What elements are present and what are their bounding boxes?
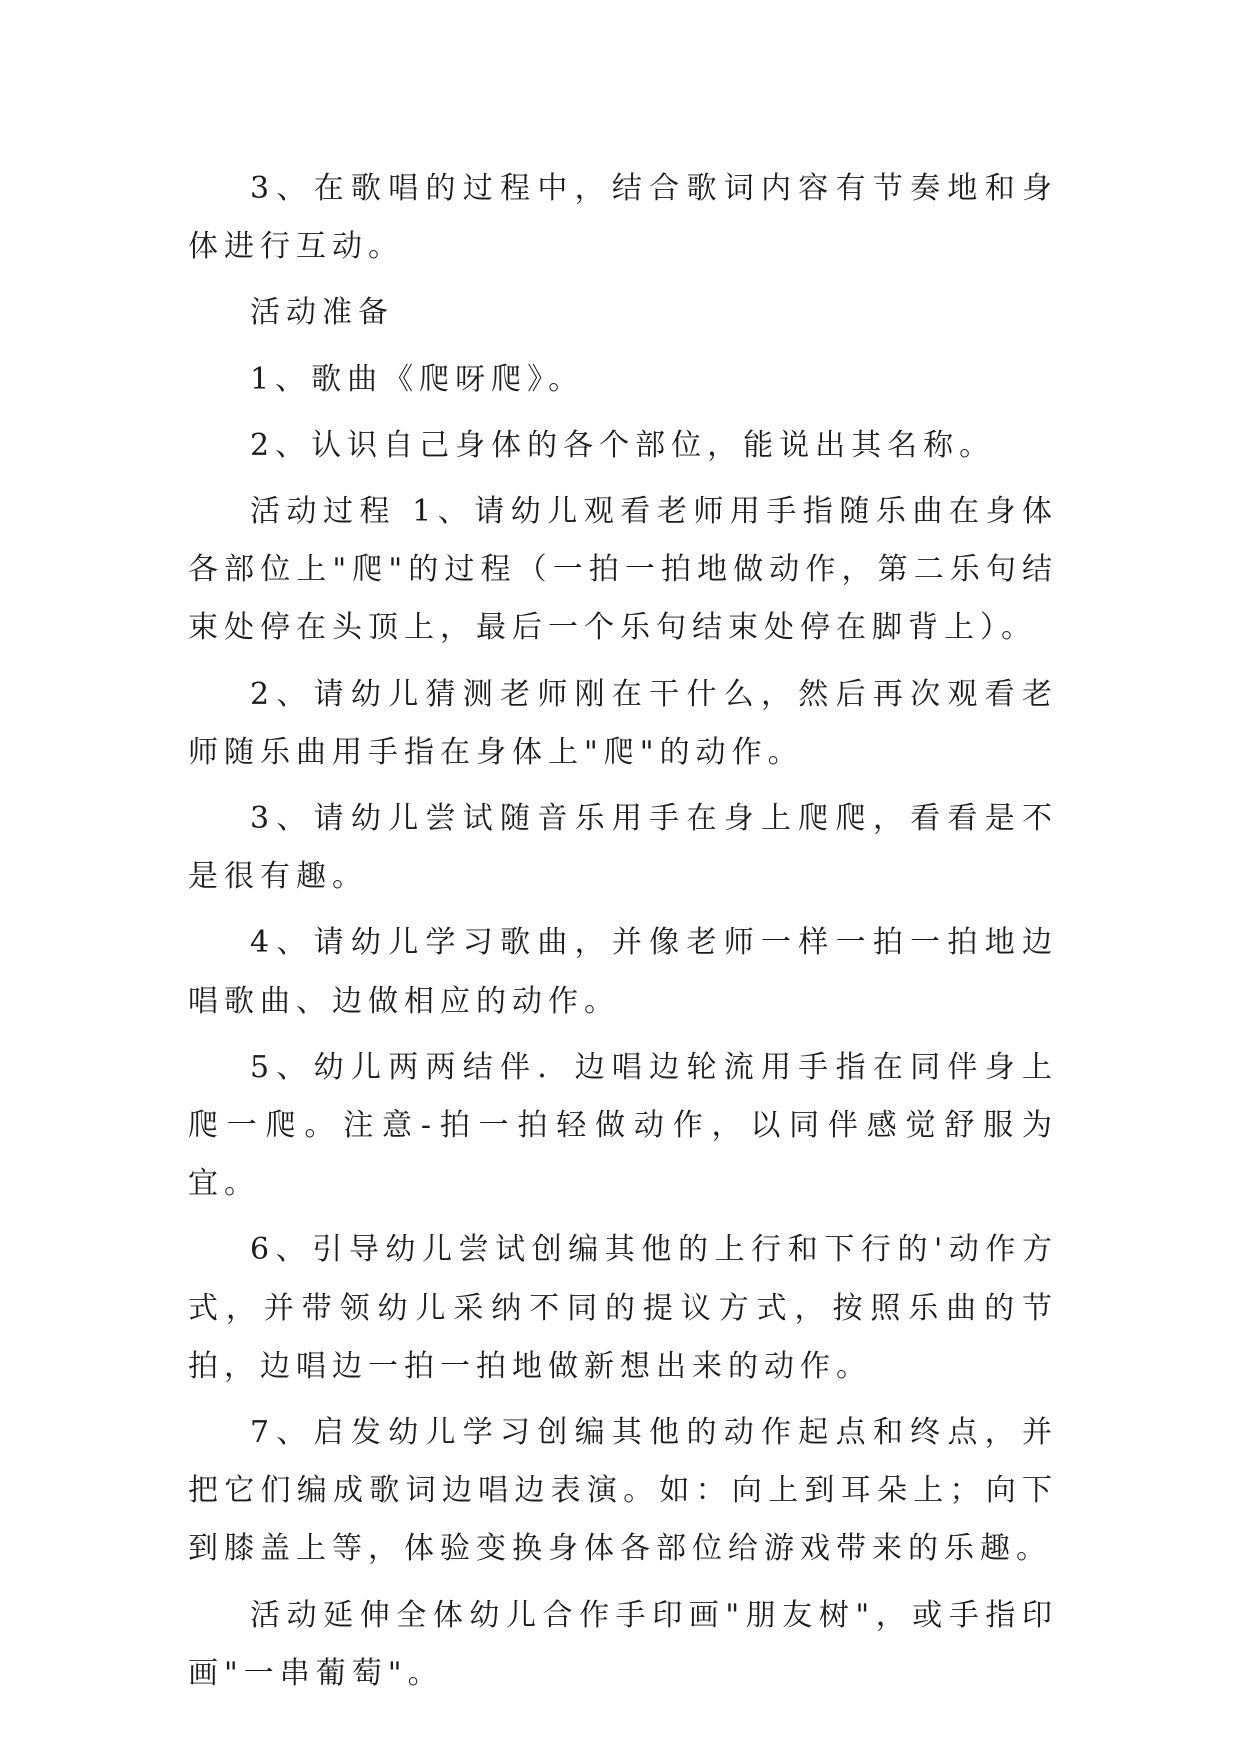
paragraph-process-5: 5、幼儿两两结伴．边唱边轮流用手指在同伴身上爬一爬。注意-拍一拍轻做动作，以同伴感觉舒服为宜。: [188, 1049, 1058, 1202]
paragraph-process-2: 2、请幼儿猜测老师刚在干什么，然后再次观看老师随乐曲用手指在身体上"爬"的动作。: [188, 676, 1058, 770]
paragraph-extension: 活动延伸全体幼儿合作手印画"朋友树"，或手指印画"一串葡萄"。: [188, 1597, 1058, 1691]
paragraph-prep-2: 2、认识自己身体的各个部位，能说出其名称。: [250, 427, 996, 463]
paragraph-prep-1: 1、歌曲《爬呀爬》。: [250, 361, 585, 397]
heading-activity-preparation: 活动准备: [250, 295, 394, 331]
document-body: [188, 160, 1058, 1711]
paragraph-process-3: 3、请幼儿尝试随音乐用手在身上爬爬，看看是不是很有趣。: [188, 801, 1058, 895]
paragraph-goal-3: 3、在歌唱的过程中，结合歌词内容有节奏地和身体进行互动。: [188, 171, 1058, 265]
paragraph-process-6: 6、引导幼儿尝试创编其他的上行和下行的'动作方式，并带领幼儿采纳不同的提议方式，按照乐曲的节拍，边唱边一拍一拍地做新想出来的动作。: [188, 1232, 1058, 1384]
paragraph-process-7: 7、启发幼儿学习创编其他的动作起点和终点，并把它们编成歌词边唱边表演。如：向上到耳朵上；向下到膝盖上等，体验变换身体各部位给游戏带来的乐趣。: [188, 1415, 1058, 1567]
paragraph-process-1: 活动过程 1、请幼儿观看老师用手指随乐曲在身体各部位上"爬"的过程（一拍一拍地做动作，第二乐句结束处停在头顶上，最后一个乐句结束处停在脚背上）。: [188, 494, 1058, 646]
paragraph-process-4: 4、请幼儿学习歌曲，并像老师一样一拍一拍地边唱歌曲、边做相应的动作。: [188, 925, 1058, 1019]
